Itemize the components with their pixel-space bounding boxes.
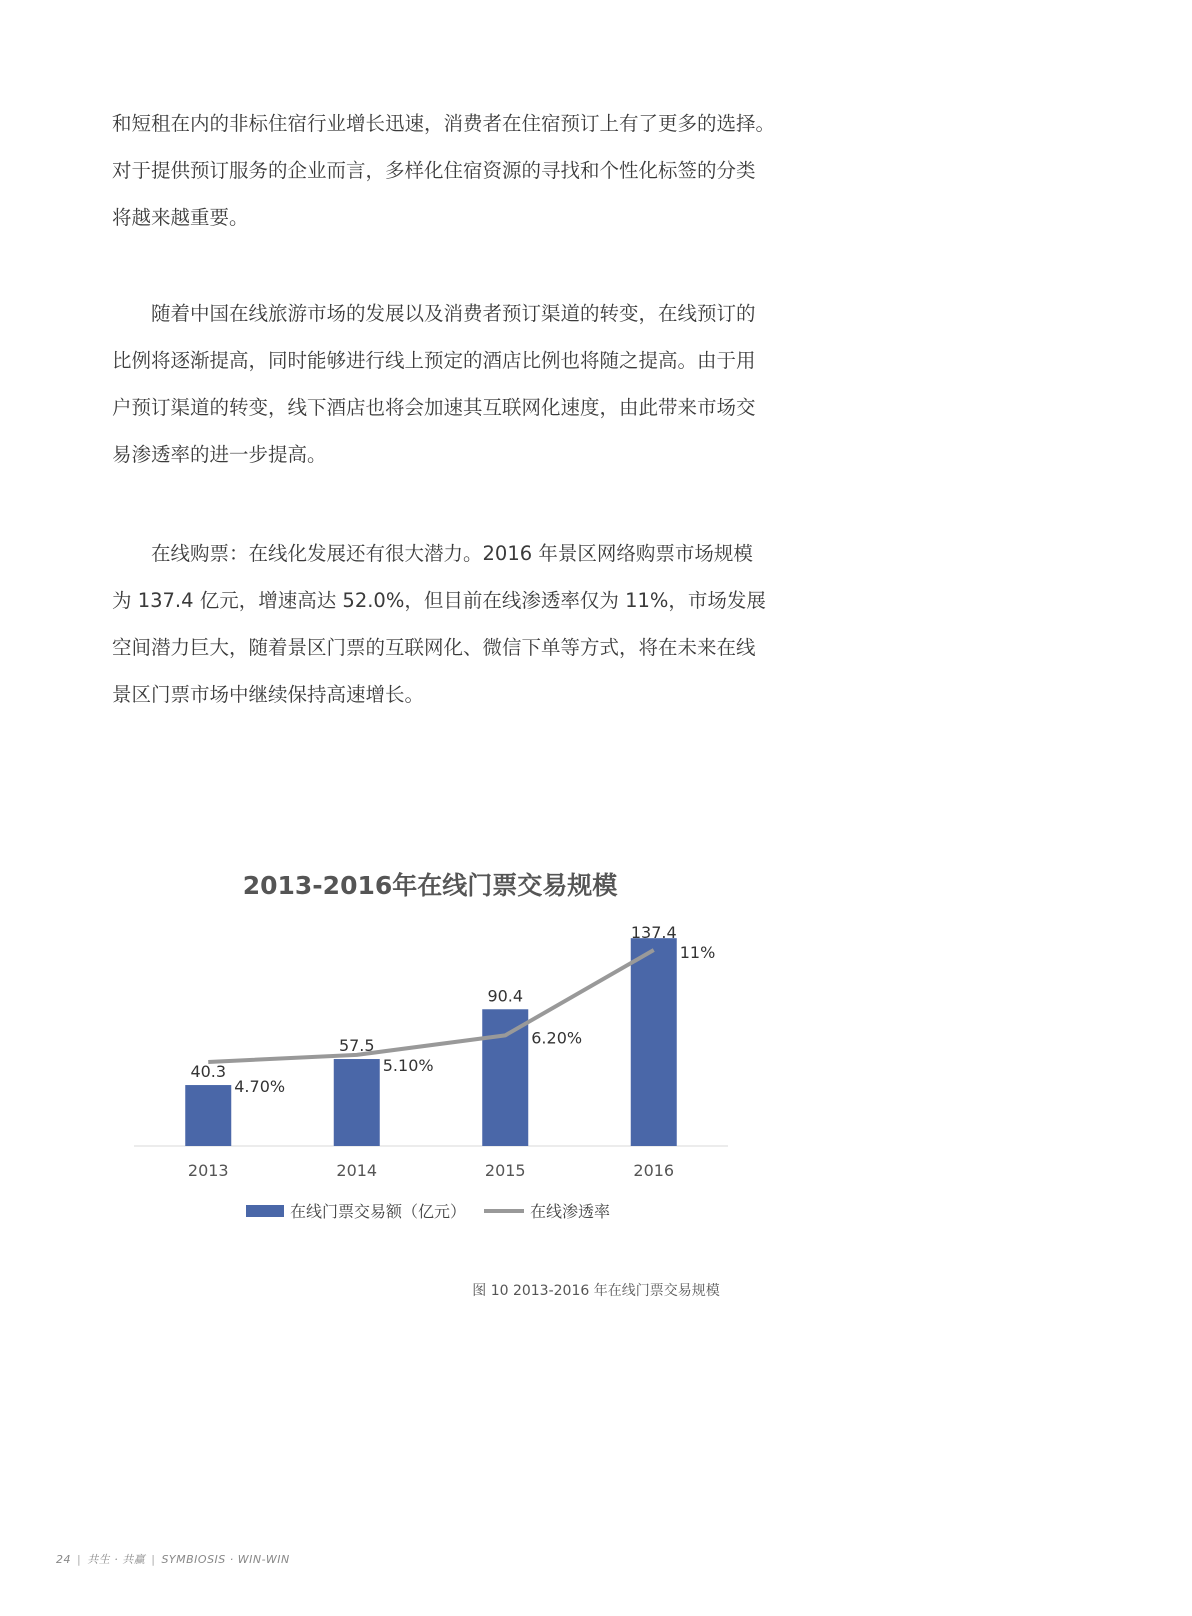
text-line: 对于提供预订服务的企业而言，多样化住宿资源的寻找和个性化标签的分类 [112, 159, 756, 182]
text-line: 将越来越重要。 [112, 206, 249, 229]
bar-value-label: 90.4 [487, 986, 524, 1006]
line-value-label: 6.20% [531, 1028, 583, 1048]
paragraph-2 [112, 290, 772, 478]
paragraph-3 [112, 530, 772, 718]
text-line: 易渗透率的进一步提高。 [112, 443, 327, 466]
chart-svg [120, 868, 760, 1268]
bar-2016 [631, 938, 677, 1146]
page-number: 24 [56, 1553, 71, 1566]
text-line: 为 137.4 亿元，增速高达 52.0%，但目前在线渗透率仅为 11%，市场发展 [112, 589, 766, 612]
text-line: 随着中国在线旅游市场的发展以及消费者预订渠道的转变，在线预订的 [112, 302, 756, 325]
bar-2015 [482, 1009, 528, 1146]
footer-text-en: SYMBIOSIS · WIN-WIN [161, 1553, 290, 1566]
footer-separator: | [151, 1553, 156, 1566]
text-line: 和短租在内的非标住宿行业增长迅速，消费者在住宿预订上有了更多的选择。 [112, 112, 776, 135]
line-value-label: 4.70% [234, 1077, 286, 1096]
series-line-penetration [208, 950, 654, 1062]
line-value-label: 11% [679, 943, 716, 962]
x-tick-label: 2014 [336, 1161, 378, 1180]
legend-swatch-bar [246, 1205, 284, 1217]
bar-value-label: 57.5 [338, 1036, 375, 1056]
text-line: 在线购票：在线化发展还有很大潜力。2016 年景区网络购票市场规模 [112, 542, 753, 565]
chart [120, 868, 760, 1268]
paragraph-1 [112, 100, 776, 241]
x-tick-label: 2013 [187, 1161, 229, 1180]
bar-value-label: 137.4 [630, 923, 677, 942]
footer-separator: | [77, 1553, 82, 1566]
footer-text-cn: 共生 · 共赢 [87, 1553, 146, 1566]
bar-2013 [185, 1085, 231, 1146]
legend-label-bar: 在线门票交易额（亿元） [290, 1202, 467, 1221]
x-tick-label: 2016 [633, 1161, 675, 1180]
text-line: 景区门票市场中继续保持高速增长。 [112, 683, 425, 706]
text-line: 比例将逐渐提高，同时能够进行线上预定的酒店比例也将随之提高。由于用 [112, 349, 756, 372]
line-value-label: 5.10% [382, 1055, 434, 1075]
bar-value-label: 40.3 [190, 1062, 227, 1082]
text-line: 户预订渠道的转变，线下酒店也将会加速其互联网化速度，由此带来市场交 [112, 396, 756, 419]
chart-marks [134, 923, 728, 1180]
x-tick-label: 2015 [484, 1161, 526, 1180]
text-line: 空间潜力巨大，随着景区门票的互联网化、微信下单等方式，将在未来在线 [112, 636, 756, 659]
figure-caption: 图 10 2013-2016 年在线门票交易规模 [472, 1283, 720, 1299]
chart-title: 2013-2016年在线门票交易规模 [242, 871, 618, 900]
legend-label-line: 在线渗透率 [530, 1202, 611, 1221]
page-footer [56, 1551, 290, 1567]
bar-2014 [334, 1059, 380, 1146]
chart-legend [246, 1202, 610, 1221]
